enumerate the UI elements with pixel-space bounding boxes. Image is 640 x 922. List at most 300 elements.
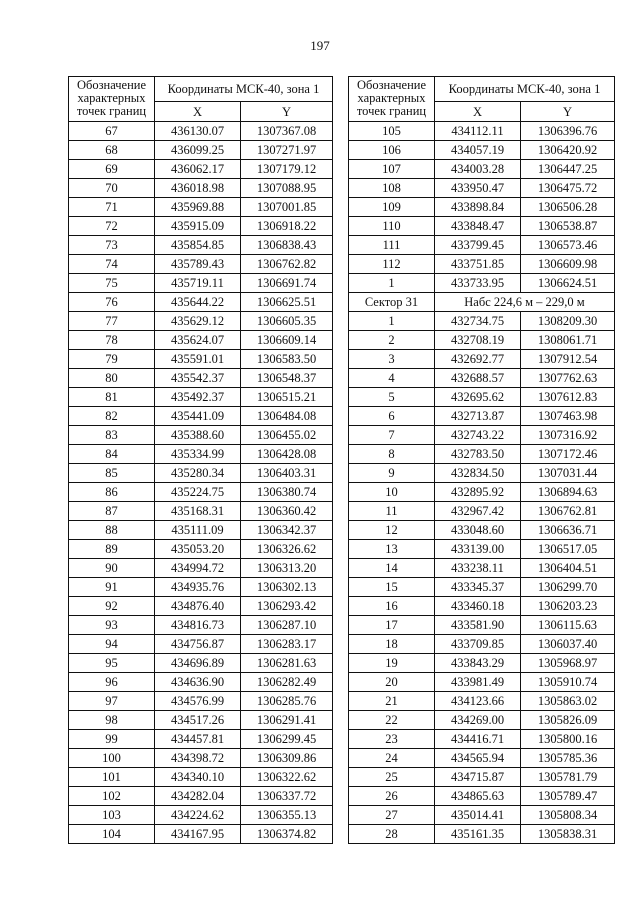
y-cell: 1306282.49 [241, 673, 333, 692]
point-cell: 16 [349, 597, 435, 616]
point-cell: 4 [349, 369, 435, 388]
point-cell: 28 [349, 825, 435, 844]
point-cell: 78 [69, 331, 155, 350]
y-cell: 1306420.92 [521, 141, 615, 160]
x-cell: 436130.07 [155, 122, 241, 141]
point-cell: 70 [69, 179, 155, 198]
y-cell: 1306299.70 [521, 578, 615, 597]
sector-height-range: Набс 224,6 м – 229,0 м [435, 293, 615, 312]
table-row [69, 274, 333, 293]
y-cell: 1306380.74 [241, 483, 333, 502]
y-cell: 1307762.63 [521, 369, 615, 388]
table-row [69, 236, 333, 255]
table-row [349, 388, 615, 407]
table-row [349, 521, 615, 540]
point-cell: 18 [349, 635, 435, 654]
point-cell: 84 [69, 445, 155, 464]
y-cell: 1306894.63 [521, 483, 615, 502]
table-row [349, 312, 615, 331]
y-cell: 1307463.98 [521, 407, 615, 426]
table-row [349, 787, 615, 806]
y-cell: 1306313.20 [241, 559, 333, 578]
x-cell: 434565.94 [435, 749, 521, 768]
y-cell: 1306309.86 [241, 749, 333, 768]
point-cell: 102 [69, 787, 155, 806]
x-cell: 435789.43 [155, 255, 241, 274]
x-cell: 434935.76 [155, 578, 241, 597]
table-row [349, 692, 615, 711]
x-cell: 435969.88 [155, 198, 241, 217]
x-cell: 432695.62 [435, 388, 521, 407]
y-cell: 1307316.92 [521, 426, 615, 445]
point-cell: 109 [349, 198, 435, 217]
x-cell: 433981.49 [435, 673, 521, 692]
x-cell: 434224.62 [155, 806, 241, 825]
x-cell: 435492.37 [155, 388, 241, 407]
x-cell: 435334.99 [155, 445, 241, 464]
y-cell: 1306515.21 [241, 388, 333, 407]
x-cell: 433848.47 [435, 217, 521, 236]
table-row [69, 825, 333, 844]
page-number: 197 [310, 38, 330, 53]
table-row [349, 217, 615, 236]
y-cell: 1306838.43 [241, 236, 333, 255]
x-cell: 435111.09 [155, 521, 241, 540]
x-cell: 432967.42 [435, 502, 521, 521]
point-cell: 72 [69, 217, 155, 236]
table-row [349, 730, 615, 749]
table-row [69, 749, 333, 768]
point-cell: 5 [349, 388, 435, 407]
point-cell: 111 [349, 236, 435, 255]
table-row [349, 825, 615, 844]
x-cell: 435591.01 [155, 350, 241, 369]
point-cell: 13 [349, 540, 435, 559]
x-cell: 433843.29 [435, 654, 521, 673]
point-cell: 26 [349, 787, 435, 806]
x-cell: 435161.35 [435, 825, 521, 844]
x-cell: 435915.09 [155, 217, 241, 236]
point-cell: 86 [69, 483, 155, 502]
x-cell: 434696.89 [155, 654, 241, 673]
y-cell: 1306355.13 [241, 806, 333, 825]
point-cell: 9 [349, 464, 435, 483]
table-row [69, 483, 333, 502]
x-cell: 435014.41 [435, 806, 521, 825]
point-cell: 22 [349, 711, 435, 730]
point-cell: 80 [69, 369, 155, 388]
point-cell: 20 [349, 673, 435, 692]
x-cell: 435542.37 [155, 369, 241, 388]
y-cell: 1307001.85 [241, 198, 333, 217]
y-cell: 1306455.02 [241, 426, 333, 445]
point-cell: 14 [349, 559, 435, 578]
y-cell: 1306447.25 [521, 160, 615, 179]
x-cell: 434416.71 [435, 730, 521, 749]
y-cell: 1306203.23 [521, 597, 615, 616]
x-column-header: X [155, 102, 241, 122]
x-cell: 435854.85 [155, 236, 241, 255]
table-row [69, 654, 333, 673]
y-cell: 1306404.51 [521, 559, 615, 578]
y-cell: 1305785.36 [521, 749, 615, 768]
table-row [349, 749, 615, 768]
x-cell: 434123.66 [435, 692, 521, 711]
table-row [349, 616, 615, 635]
table-row [69, 388, 333, 407]
y-cell: 1305838.31 [521, 825, 615, 844]
point-cell: 23 [349, 730, 435, 749]
table-row [349, 122, 615, 141]
table-row [349, 464, 615, 483]
point-cell: 76 [69, 293, 155, 312]
point-cell: 107 [349, 160, 435, 179]
x-cell: 435719.11 [155, 274, 241, 293]
y-cell: 1306573.46 [521, 236, 615, 255]
point-cell: 24 [349, 749, 435, 768]
point-cell: 104 [69, 825, 155, 844]
x-cell: 433799.45 [435, 236, 521, 255]
table-row [69, 711, 333, 730]
y-cell: 1307088.95 [241, 179, 333, 198]
y-cell: 1307612.83 [521, 388, 615, 407]
x-cell: 433048.60 [435, 521, 521, 540]
y-cell: 1306605.35 [241, 312, 333, 331]
table-row [349, 141, 615, 160]
x-cell: 434865.63 [435, 787, 521, 806]
point-cell: 77 [69, 312, 155, 331]
coordinates-table-left [68, 76, 333, 844]
point-cell: 7 [349, 426, 435, 445]
x-cell: 434816.73 [155, 616, 241, 635]
y-cell: 1306281.63 [241, 654, 333, 673]
x-cell: 434876.40 [155, 597, 241, 616]
x-cell: 434167.95 [155, 825, 241, 844]
table-row [349, 369, 615, 388]
point-cell: 110 [349, 217, 435, 236]
point-cell: 1 [349, 274, 435, 293]
y-cell: 1305800.16 [521, 730, 615, 749]
y-cell: 1306475.72 [521, 179, 615, 198]
point-cell: 6 [349, 407, 435, 426]
point-designation-header: Обозначение характерных точек границ [349, 77, 435, 122]
table-row [349, 198, 615, 217]
x-cell: 433139.00 [435, 540, 521, 559]
table-row [349, 445, 615, 464]
y-column-header: Y [241, 102, 333, 122]
y-cell: 1306302.13 [241, 578, 333, 597]
x-cell: 433751.85 [435, 255, 521, 274]
table-row [69, 141, 333, 160]
y-cell: 1306428.08 [241, 445, 333, 464]
table-row [69, 350, 333, 369]
x-cell: 436018.98 [155, 179, 241, 198]
table-row [69, 768, 333, 787]
x-cell: 434756.87 [155, 635, 241, 654]
table-row [349, 559, 615, 578]
point-cell: 69 [69, 160, 155, 179]
y-cell: 1306691.74 [241, 274, 333, 293]
point-cell: 12 [349, 521, 435, 540]
point-cell: 97 [69, 692, 155, 711]
table-row [349, 806, 615, 825]
x-cell: 433460.18 [435, 597, 521, 616]
x-cell: 432688.57 [435, 369, 521, 388]
table-row [69, 559, 333, 578]
x-cell: 432834.50 [435, 464, 521, 483]
x-cell: 436099.25 [155, 141, 241, 160]
x-cell: 433581.90 [435, 616, 521, 635]
table-row [69, 369, 333, 388]
y-cell: 1306484.08 [241, 407, 333, 426]
table-row [349, 426, 615, 445]
y-cell: 1306538.87 [521, 217, 615, 236]
x-cell: 434003.28 [435, 160, 521, 179]
y-cell: 1306918.22 [241, 217, 333, 236]
point-cell: 90 [69, 559, 155, 578]
table-row [69, 597, 333, 616]
table-row [349, 711, 615, 730]
y-cell: 1306326.62 [241, 540, 333, 559]
y-cell: 1308209.30 [521, 312, 615, 331]
x-cell: 435644.22 [155, 293, 241, 312]
point-cell: 82 [69, 407, 155, 426]
coordinates-header: Координаты МСК-40, зона 1 [435, 77, 615, 102]
table-row [349, 768, 615, 787]
x-cell: 433733.95 [435, 274, 521, 293]
point-cell: 87 [69, 502, 155, 521]
x-cell: 433238.11 [435, 559, 521, 578]
x-cell: 432734.75 [435, 312, 521, 331]
table-row [69, 521, 333, 540]
y-cell: 1307367.08 [241, 122, 333, 141]
x-cell: 432743.22 [435, 426, 521, 445]
point-cell: 19 [349, 654, 435, 673]
table-row [69, 730, 333, 749]
x-cell: 434715.87 [435, 768, 521, 787]
x-cell: 432708.19 [435, 331, 521, 350]
point-cell: 92 [69, 597, 155, 616]
table-row [349, 483, 615, 502]
x-cell: 435053.20 [155, 540, 241, 559]
y-cell: 1306517.05 [521, 540, 615, 559]
table-row [69, 160, 333, 179]
y-cell: 1306403.31 [241, 464, 333, 483]
point-cell: 71 [69, 198, 155, 217]
point-cell: 108 [349, 179, 435, 198]
table-row [349, 331, 615, 350]
point-cell: 112 [349, 255, 435, 274]
y-cell: 1306624.51 [521, 274, 615, 293]
table-row [69, 806, 333, 825]
table-row [349, 160, 615, 179]
point-cell: 98 [69, 711, 155, 730]
y-cell: 1307271.97 [241, 141, 333, 160]
point-cell: 3 [349, 350, 435, 369]
table-row [349, 350, 615, 369]
x-cell: 434457.81 [155, 730, 241, 749]
table-row [69, 673, 333, 692]
y-cell: 1306548.37 [241, 369, 333, 388]
x-cell: 435388.60 [155, 426, 241, 445]
y-cell: 1306762.82 [241, 255, 333, 274]
y-cell: 1305863.02 [521, 692, 615, 711]
x-cell: 434517.26 [155, 711, 241, 730]
table-row [349, 179, 615, 198]
table-row [69, 635, 333, 654]
y-cell: 1307179.12 [241, 160, 333, 179]
x-cell: 433345.37 [435, 578, 521, 597]
table-row [69, 616, 333, 635]
table-row [349, 255, 615, 274]
table-row [69, 198, 333, 217]
x-cell: 432895.92 [435, 483, 521, 502]
x-cell: 433950.47 [435, 179, 521, 198]
point-cell: 68 [69, 141, 155, 160]
x-cell: 434398.72 [155, 749, 241, 768]
point-cell: 95 [69, 654, 155, 673]
table-row [69, 255, 333, 274]
point-cell: 1 [349, 312, 435, 331]
x-cell: 435441.09 [155, 407, 241, 426]
point-cell: 74 [69, 255, 155, 274]
x-cell: 434112.11 [435, 122, 521, 141]
y-cell: 1306337.72 [241, 787, 333, 806]
point-cell: 88 [69, 521, 155, 540]
y-cell: 1306342.37 [241, 521, 333, 540]
y-cell: 1306506.28 [521, 198, 615, 217]
y-cell: 1305781.79 [521, 768, 615, 787]
coordinates-table-right [348, 76, 615, 844]
y-cell: 1306583.50 [241, 350, 333, 369]
y-column-header: Y [521, 102, 615, 122]
table-row [69, 540, 333, 559]
point-cell: 94 [69, 635, 155, 654]
table-row [349, 597, 615, 616]
y-cell: 1305910.74 [521, 673, 615, 692]
table-row [69, 407, 333, 426]
x-column-header: X [435, 102, 521, 122]
table-row [69, 578, 333, 597]
y-cell: 1306291.41 [241, 711, 333, 730]
point-cell: 103 [69, 806, 155, 825]
table-row [349, 540, 615, 559]
point-designation-header: Обозначение характерных точек границ [69, 77, 155, 122]
y-cell: 1306609.14 [241, 331, 333, 350]
x-cell: 436062.17 [155, 160, 241, 179]
x-cell: 434057.19 [435, 141, 521, 160]
x-cell: 434994.72 [155, 559, 241, 578]
x-cell: 434636.90 [155, 673, 241, 692]
y-cell: 1306115.63 [521, 616, 615, 635]
point-cell: 73 [69, 236, 155, 255]
x-cell: 435629.12 [155, 312, 241, 331]
point-cell: 105 [349, 122, 435, 141]
x-cell: 432783.50 [435, 445, 521, 464]
y-cell: 1306322.62 [241, 768, 333, 787]
point-cell: 17 [349, 616, 435, 635]
point-cell: 93 [69, 616, 155, 635]
y-cell: 1307031.44 [521, 464, 615, 483]
point-cell: 106 [349, 141, 435, 160]
table-row [69, 426, 333, 445]
y-cell: 1306037.40 [521, 635, 615, 654]
table-row [69, 217, 333, 236]
point-cell: 67 [69, 122, 155, 141]
x-cell: 434269.00 [435, 711, 521, 730]
y-cell: 1308061.71 [521, 331, 615, 350]
point-cell: 101 [69, 768, 155, 787]
y-cell: 1307912.54 [521, 350, 615, 369]
x-cell: 435224.75 [155, 483, 241, 502]
sector-label: Сектор 31 [349, 293, 435, 312]
x-cell: 434282.04 [155, 787, 241, 806]
point-cell: 25 [349, 768, 435, 787]
y-cell: 1306287.10 [241, 616, 333, 635]
table-row [349, 578, 615, 597]
x-cell: 432713.87 [435, 407, 521, 426]
y-cell: 1307172.46 [521, 445, 615, 464]
x-cell: 432692.77 [435, 350, 521, 369]
y-cell: 1305789.47 [521, 787, 615, 806]
y-cell: 1306374.82 [241, 825, 333, 844]
table-row [69, 293, 333, 312]
point-cell: 96 [69, 673, 155, 692]
x-cell: 435168.31 [155, 502, 241, 521]
y-cell: 1305808.34 [521, 806, 615, 825]
table-row [349, 274, 615, 293]
point-cell: 11 [349, 502, 435, 521]
y-cell: 1305968.97 [521, 654, 615, 673]
table-row [69, 312, 333, 331]
y-cell: 1306609.98 [521, 255, 615, 274]
point-cell: 10 [349, 483, 435, 502]
table-row [69, 464, 333, 483]
table-row [349, 654, 615, 673]
point-cell: 91 [69, 578, 155, 597]
sector-row [349, 293, 615, 312]
y-cell: 1305826.09 [521, 711, 615, 730]
table-row [349, 635, 615, 654]
y-cell: 1306360.42 [241, 502, 333, 521]
y-cell: 1306762.81 [521, 502, 615, 521]
point-cell: 27 [349, 806, 435, 825]
y-cell: 1306625.51 [241, 293, 333, 312]
y-cell: 1306396.76 [521, 122, 615, 141]
point-cell: 89 [69, 540, 155, 559]
table-row [349, 502, 615, 521]
table-row [69, 179, 333, 198]
point-cell: 8 [349, 445, 435, 464]
point-cell: 21 [349, 692, 435, 711]
point-cell: 15 [349, 578, 435, 597]
x-cell: 433898.84 [435, 198, 521, 217]
x-cell: 434340.10 [155, 768, 241, 787]
point-cell: 99 [69, 730, 155, 749]
point-cell: 81 [69, 388, 155, 407]
x-cell: 433709.85 [435, 635, 521, 654]
coordinates-header: Координаты МСК-40, зона 1 [155, 77, 333, 102]
table-row [349, 236, 615, 255]
table-row [349, 673, 615, 692]
x-cell: 435624.07 [155, 331, 241, 350]
table-row [69, 445, 333, 464]
y-cell: 1306293.42 [241, 597, 333, 616]
x-cell: 434576.99 [155, 692, 241, 711]
point-cell: 83 [69, 426, 155, 445]
y-cell: 1306636.71 [521, 521, 615, 540]
table-row [69, 692, 333, 711]
